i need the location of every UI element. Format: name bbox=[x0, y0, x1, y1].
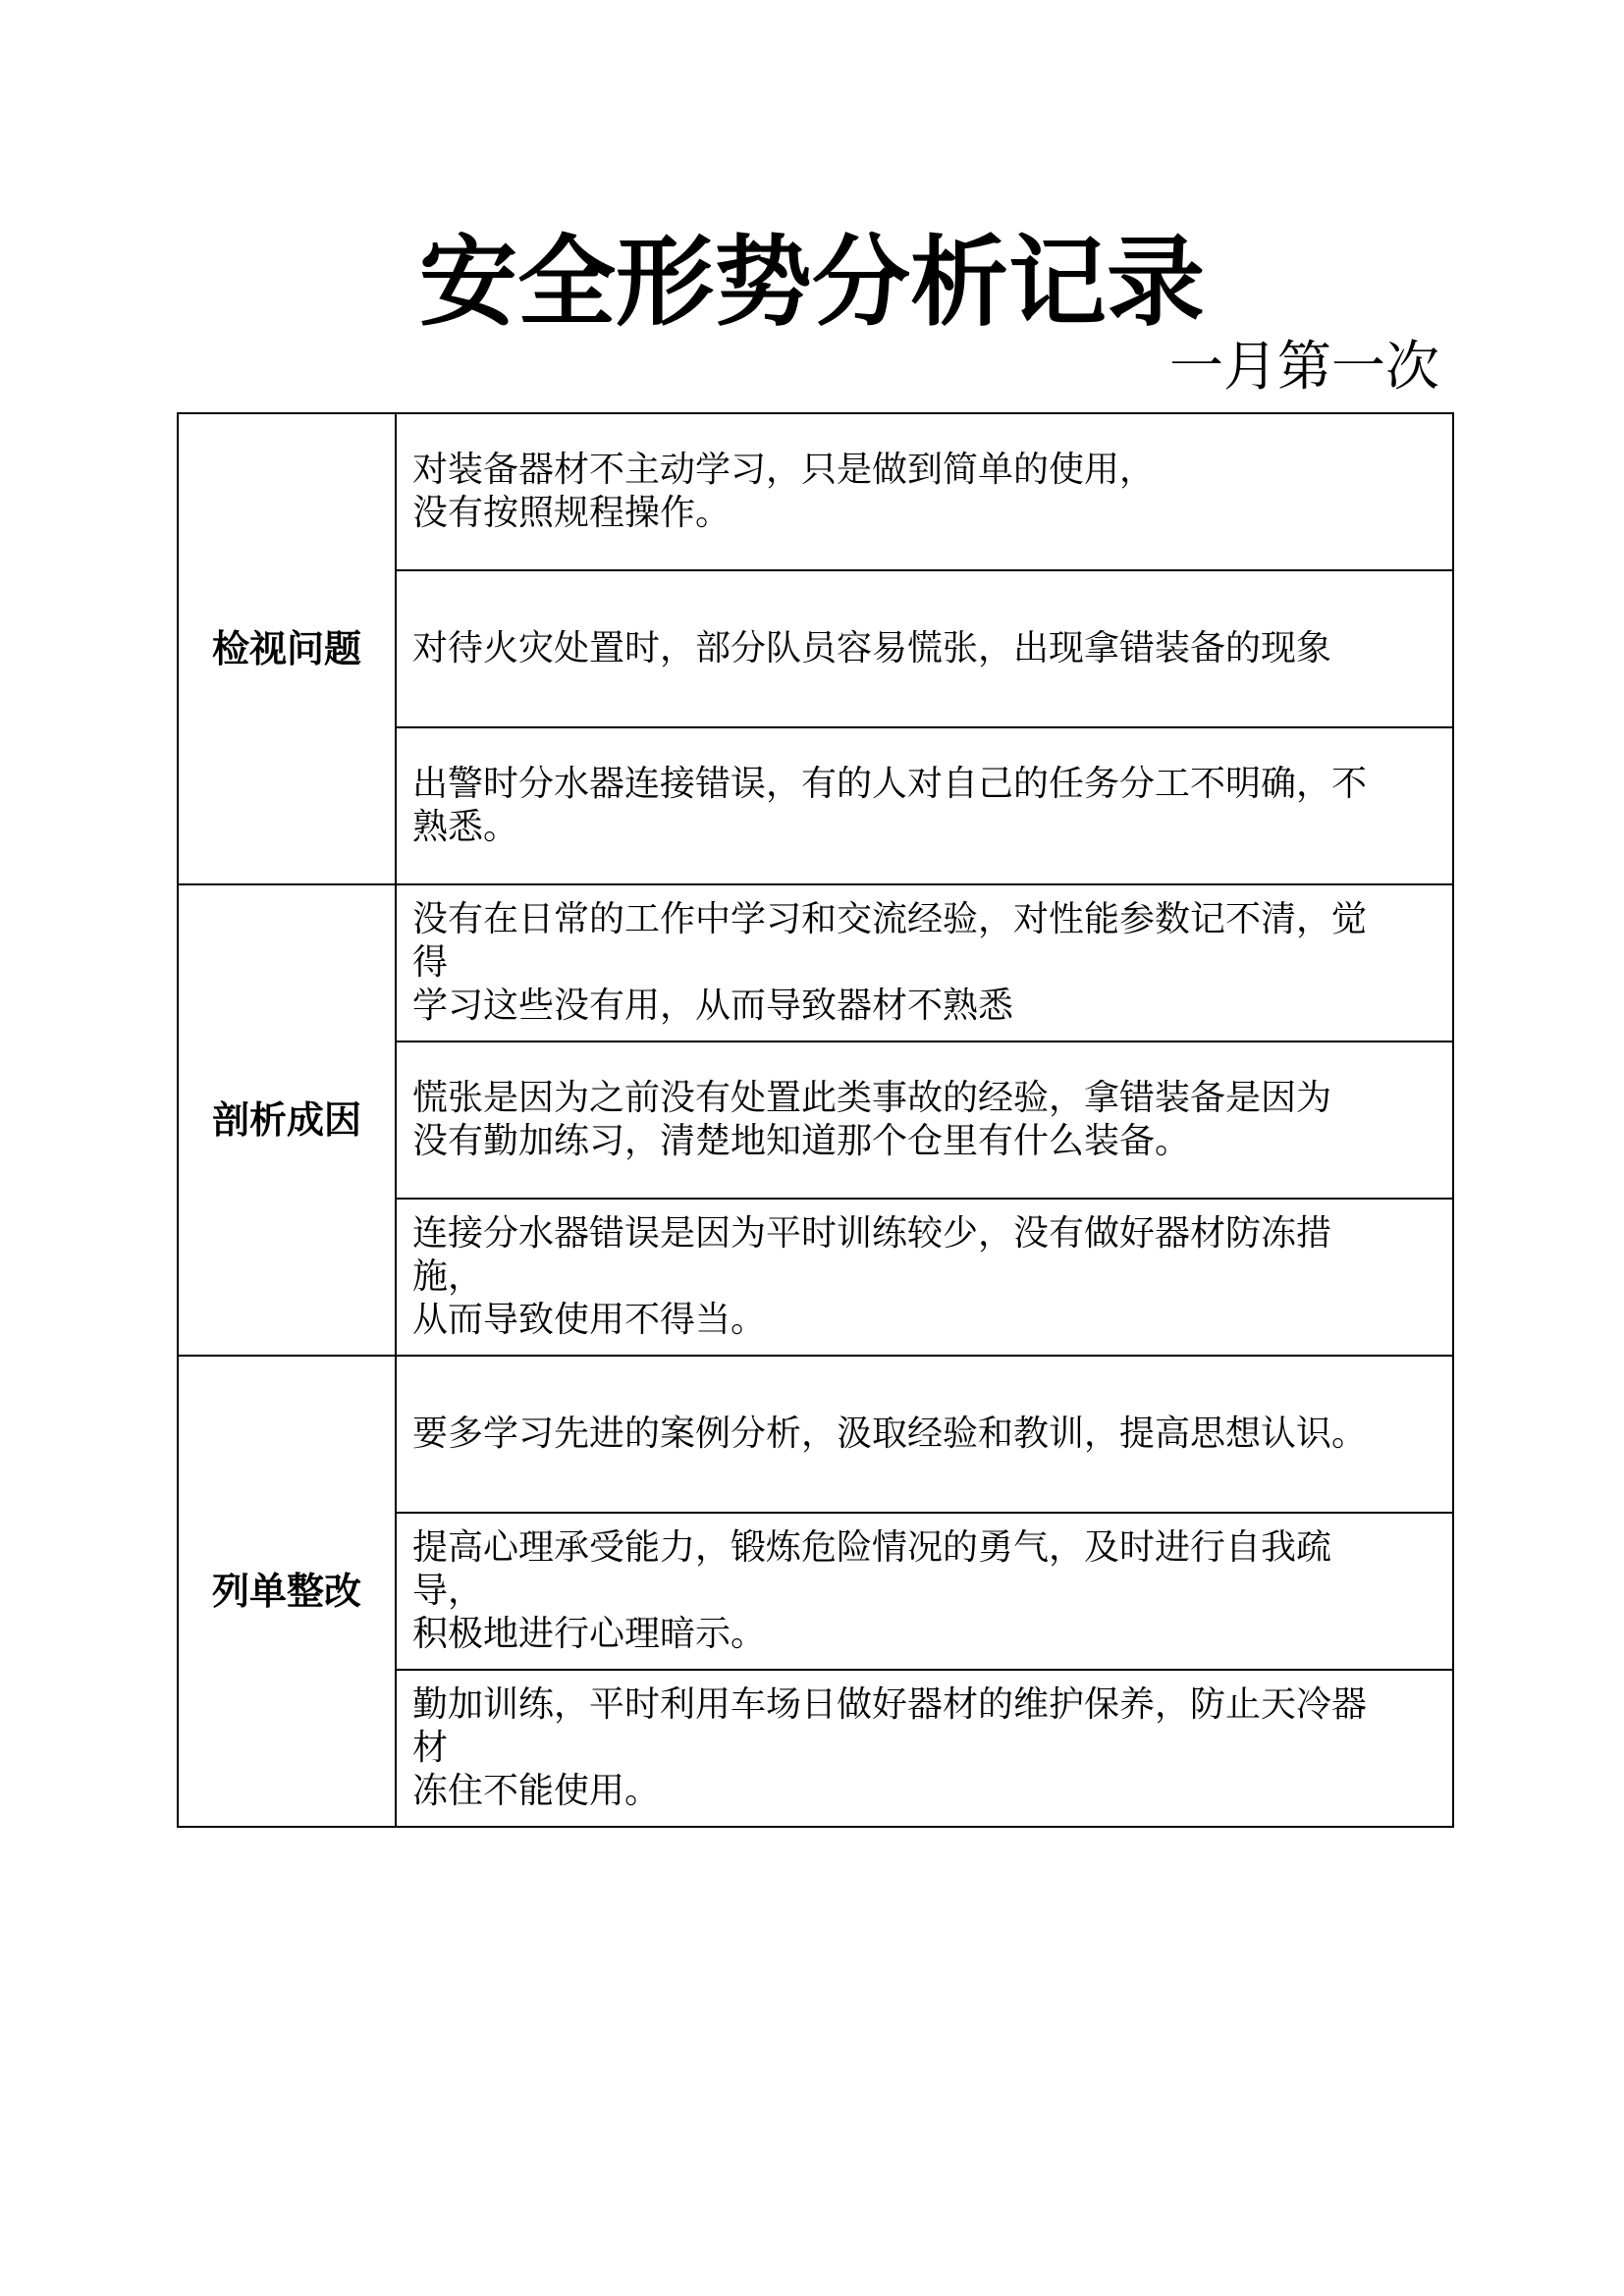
table-cell: 对待火灾处置时，部分队员容易慌张，出现拿错装备的现象 bbox=[396, 570, 1453, 727]
analysis-table bbox=[177, 412, 1454, 1828]
table-cell: 勤加训练，平时利用车场日做好器材的维护保养，防止天冷器 材 冻住不能使用。 bbox=[396, 1670, 1453, 1827]
table-cell: 提高心理承受能力，锻炼危险情况的勇气，及时进行自我疏 导， 积极地进行心理暗示。 bbox=[396, 1513, 1453, 1670]
table-row bbox=[178, 413, 1453, 570]
table-cell: 要多学习先进的案例分析，汲取经验和教训，提高思想认识。 bbox=[396, 1356, 1453, 1513]
table-cell: 连接分水器错误是因为平时训练较少，没有做好器材防冻措 施， 从而导致使用不得当。 bbox=[396, 1199, 1453, 1356]
table-row bbox=[178, 1356, 1453, 1513]
table-row bbox=[178, 884, 1453, 1041]
page-title: 安全形势分析记录 bbox=[419, 225, 1205, 340]
section-label-inspect-problems: 检视问题 bbox=[178, 413, 396, 884]
section-label-analyze-causes: 剖析成因 bbox=[178, 884, 396, 1356]
table-cell: 慌张是因为之前没有处置此类事故的经验，拿错装备是因为 没有勤加练习，清楚地知道那个仓里有什么装备。 bbox=[396, 1041, 1453, 1199]
section-label-rectification: 列单整改 bbox=[178, 1356, 396, 1827]
table-cell: 对装备器材不主动学习，只是做到简单的使用， 没有按照规程操作。 bbox=[396, 413, 1453, 570]
record-period: 一月第一次 bbox=[1168, 335, 1439, 398]
table-cell: 没有在日常的工作中学习和交流经验，对性能参数记不清，觉 得 学习这些没有用，从而导致器材不熟悉 bbox=[396, 884, 1453, 1041]
table-cell: 出警时分水器连接错误，有的人对自己的任务分工不明确，不 熟悉。 bbox=[396, 727, 1453, 884]
